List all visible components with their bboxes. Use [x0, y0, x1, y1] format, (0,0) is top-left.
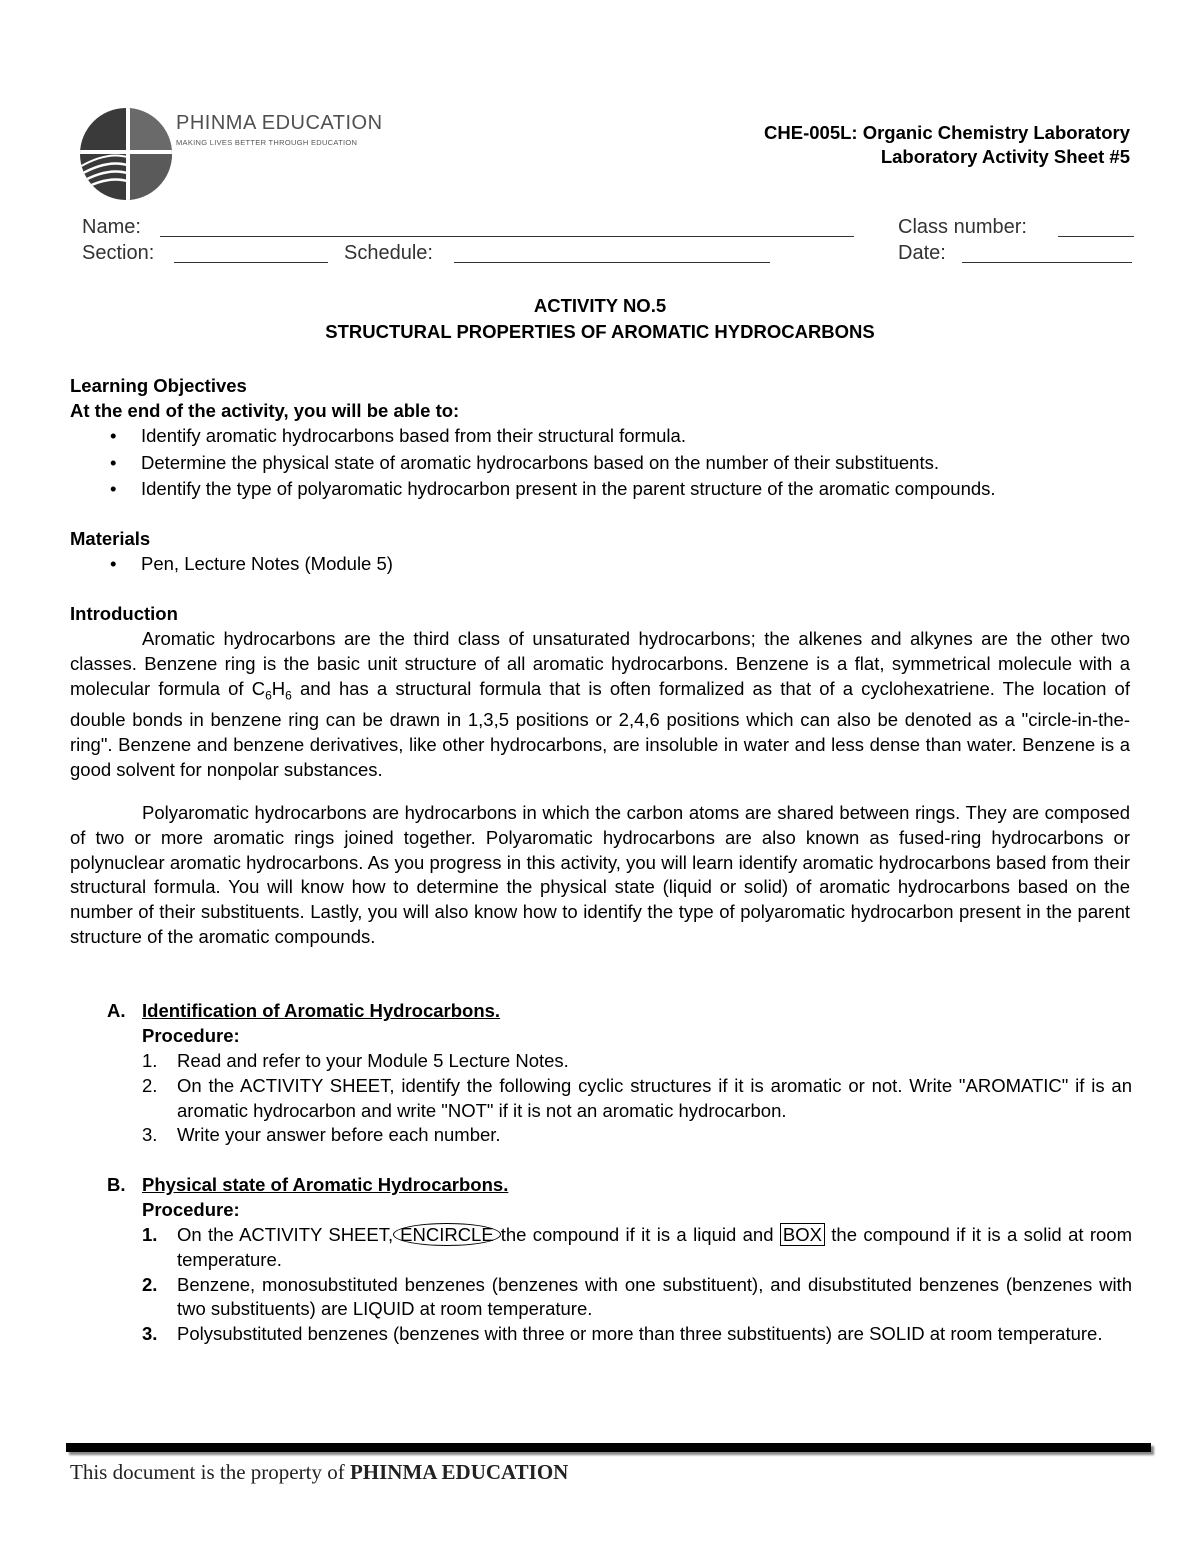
encircle-word: ENCIRCLE — [393, 1223, 501, 1246]
date-label: Date: — [898, 242, 946, 264]
schedule-field[interactable] — [454, 242, 770, 263]
logo-globe-icon — [78, 106, 174, 202]
section-a-steps — [142, 1049, 1132, 1148]
procedure-step — [142, 1322, 1132, 1347]
step-number: 1. — [142, 1224, 158, 1245]
materials-heading: Materials — [70, 528, 151, 549]
step-number: 3. — [142, 1124, 158, 1146]
section-b-title: Physical state of Aromatic Hydrocarbons. — [142, 1174, 509, 1195]
step-text: Write your answer before each number. — [177, 1124, 501, 1146]
section-b-steps — [142, 1223, 1132, 1347]
section-b-heading — [107, 1174, 508, 1196]
class-number-field[interactable] — [1058, 216, 1134, 237]
materials-list — [110, 551, 1140, 578]
sheet-title: Laboratory Activity Sheet #5 — [880, 146, 1130, 167]
intro-p1-text-a: Aromatic hydrocarbons are the third class of unsaturated hydrocarbons; the alkenes and alkynes are the other two classes. Benzene ring is the basic unit structure of all aromatic hydrocarbons. Benzene is a flat, symmetrical molecule with a molecular formula of — [70, 628, 1130, 699]
procedure-step — [142, 1123, 1132, 1148]
objective-item: • Determine the physical state of aromatic hydrocarbons based on the number of their substituents. — [110, 450, 1140, 477]
logo-tagline: MAKING LIVES BETTER THROUGH EDUCATION — [176, 138, 358, 147]
step-text: On the ACTIVITY SHEET, identify the following cyclic structures if it is aromatic or not. Write "AROMATIC" if is an aromatic hydrocarbon and write "NOT" if it is not an aromatic hydrocarbon. — [177, 1074, 1132, 1121]
form-row-name — [82, 216, 1134, 242]
step-number: 3. — [142, 1323, 158, 1345]
name-field[interactable] — [160, 216, 854, 237]
procedure-step — [142, 1074, 1132, 1124]
step-text: Benzene, monosubstituted benzenes (benzenes with one substituent), and disubstituted benzenes (benzenes with two substituents) are LIQUID at room temperature. — [177, 1273, 1132, 1320]
form-row-section — [82, 242, 1134, 268]
section-a-heading — [107, 1000, 500, 1022]
schedule-label: Schedule: — [344, 242, 433, 264]
step-text: the compound if it is a solid at room temperature. — [177, 1224, 1133, 1270]
objectives-lead: At the end of the activity, you will be able to: — [70, 400, 460, 421]
logo-name: PHINMA EDUCATION — [176, 112, 383, 134]
phinma-logo — [78, 106, 383, 202]
box-word: BOX — [780, 1223, 825, 1246]
objective-item: • Identify aromatic hydrocarbons based from their structural formula. — [110, 423, 1140, 450]
step-text: Polysubstituted benzenes (benzenes with three or more than three substituents) are SOLID at room temperature. — [177, 1323, 1103, 1345]
objectives-list — [110, 423, 1140, 503]
date-field[interactable] — [962, 242, 1132, 263]
step-text: On the ACTIVITY SHEET, — [177, 1224, 394, 1245]
formula-sub-1: 6 — [265, 688, 272, 703]
formula-c: C — [251, 677, 266, 699]
procedure-step — [142, 1273, 1132, 1323]
footer-notice — [70, 1460, 568, 1485]
section-a-procedure-label: Procedure: — [142, 1025, 240, 1046]
procedure-step — [142, 1223, 1132, 1273]
section-a-title: Identification of Aromatic Hydrocarbons. — [142, 1000, 501, 1021]
material-item: • Pen, Lecture Notes (Module 5) — [110, 551, 1140, 578]
section-field[interactable] — [174, 242, 328, 263]
introduction-paragraph-2: Polyaromatic hydrocarbons are hydrocarbons in which the carbon atoms are shared between rings. They are composed of two or more aromatic rings joined together. Polyaromatic hydrocarbons are also known as fused-ring hydrocarbons or polynuclear aromatic hydrocarbons. As you progress in this activity, you will learn identify aromatic hydrocarbons based from their structural formula. You will know how to determine the physical state (liquid or solid) of aromatic hydrocarbons based on the number of their substituents. Lastly, you will also know how to identify the type of polyaromatic hydrocarbon present in the parent structure of the aromatic compounds. — [70, 802, 1130, 947]
class-number-label: Class number: — [898, 216, 1027, 238]
name-label: Name: — [82, 216, 141, 238]
section-b-letter: B. — [107, 1174, 126, 1195]
objective-item: • Identify the type of polyaromatic hydrocarbon present in the parent structure of the aromatic compounds. — [110, 476, 1140, 503]
formula-sub-2: 6 — [285, 688, 292, 703]
section-label: Section: — [82, 242, 155, 264]
molecular-formula — [251, 677, 292, 703]
activity-title: STRUCTURAL PROPERTIES OF AROMATIC HYDROCARBONS — [325, 321, 875, 342]
course-header — [764, 121, 1130, 169]
footer-prefix: This document is the property of — [70, 1460, 350, 1484]
footer-owner: PHINMA EDUCATION — [349, 1460, 569, 1484]
course-title: CHE-005L: Organic Chemistry Laboratory — [764, 122, 1130, 143]
step-number: 2. — [142, 1074, 158, 1096]
step-text: Read and refer to your Module 5 Lecture Notes. — [177, 1050, 569, 1071]
objectives-heading: Learning Objectives — [70, 375, 247, 396]
section-b-procedure-label: Procedure: — [142, 1199, 240, 1220]
section-a-letter: A. — [107, 1000, 126, 1021]
step-number: 2. — [142, 1273, 158, 1295]
intro-p1-text-b: and has a structural formula that is often formalized as that of a cyclohexatriene. The location of double bonds in benzene ring can be drawn in 1,3,5 positions or 2,4,6 positions which can also be denoted as a "circle-in-the-ring". Benzene and benzene derivatives, like other hydrocarbons, are insoluble in water and less dense than water. Benzene is a good solvent for nonpolar substances. — [70, 677, 1130, 780]
introduction-heading: Introduction — [70, 603, 178, 624]
formula-h: H — [271, 677, 286, 699]
step-number: 1. — [142, 1050, 158, 1071]
introduction-paragraph-1 — [70, 627, 1130, 782]
step-text: the compound if it is a liquid and — [500, 1224, 774, 1245]
procedure-step — [142, 1049, 1132, 1074]
activity-number: ACTIVITY NO.5 — [533, 295, 667, 316]
footer-divider — [66, 1443, 1151, 1452]
